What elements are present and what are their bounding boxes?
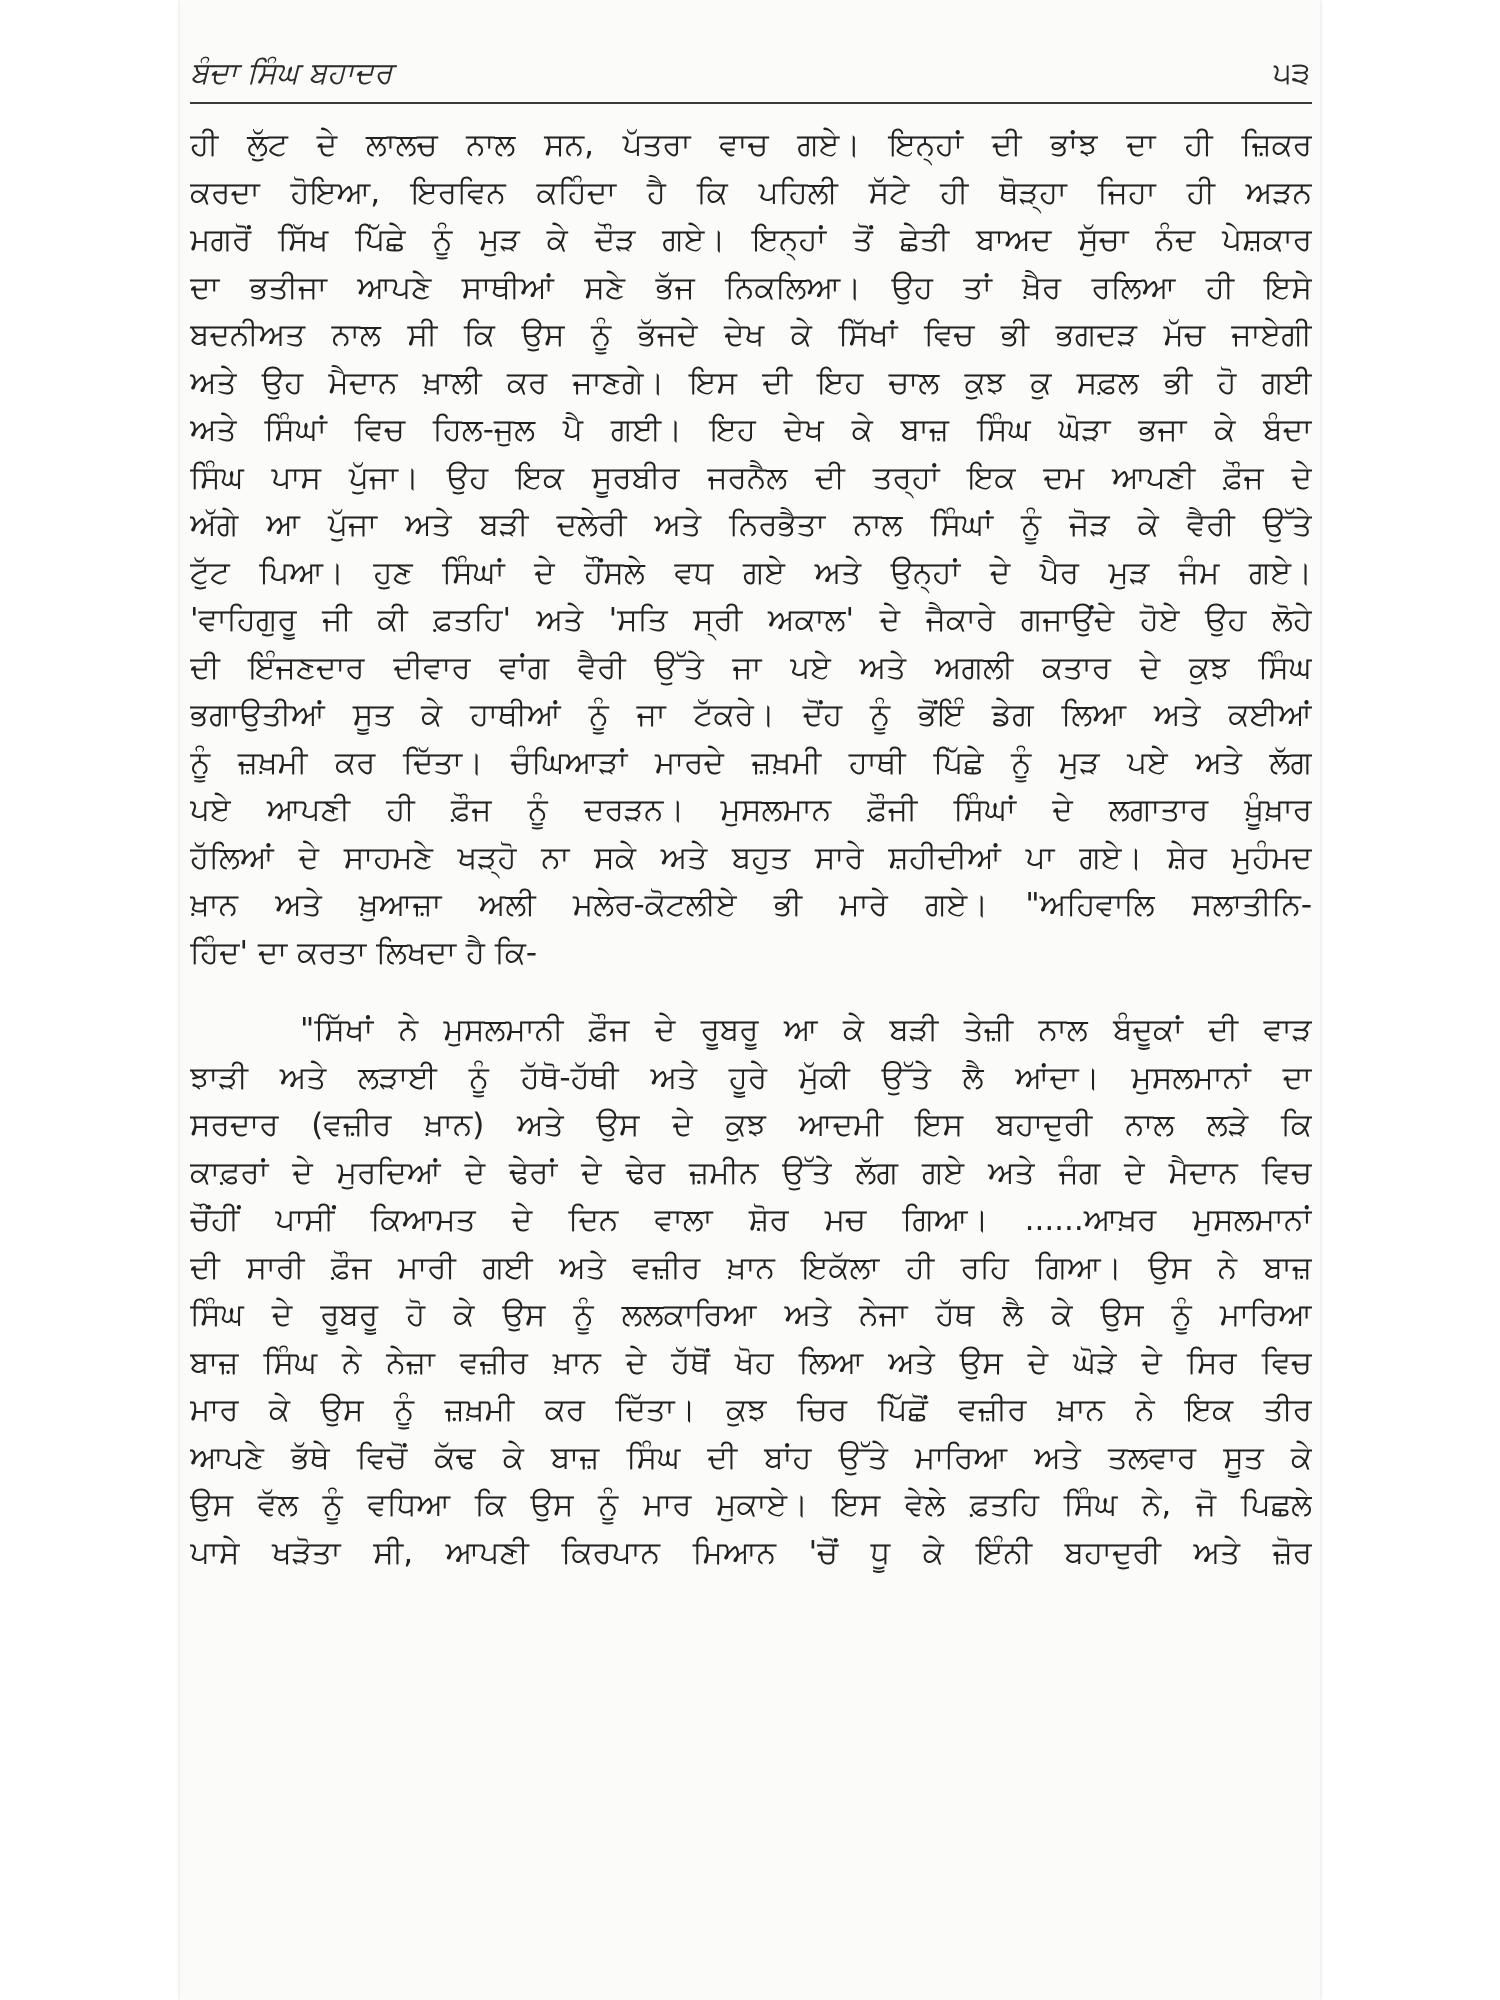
text-line: ਸਿੰਘ ਪਾਸ ਪੁੱਜਾ। ਉਹ ਇਕ ਸੂਰਬੀਰ ਜਰਨੈਲ ਦੀ ਤਰ੍ਹਾਂ ਇਕ ਦਮ ਆਪਣੀ ਫ਼ੌਜ ਦੇ: [190, 459, 1312, 496]
page-header: [190, 54, 1310, 102]
text-line: ਨੂੰ ਜ਼ਖ਼ਮੀ ਕਰ ਦਿੱਤਾ। ਚੰਘਿਆੜਾਂ ਮਾਰਦੇ ਜ਼ਖ਼ਮੀ ਹਾਥੀ ਪਿੱਛੇ ਨੂੰ ਮੁੜ ਪਏ ਅਤੇ ਲੱਗ: [190, 744, 1312, 781]
text-line: ਅੱਗੇ ਆ ਪੁੱਜਾ ਅਤੇ ਬੜੀ ਦਲੇਰੀ ਅਤੇ ਨਿਰਭੈਤਾ ਨਾਲ ਸਿੰਘਾਂ ਨੂੰ ਜੋੜ ਕੇ ਵੈਰੀ ਉੱਤੇ: [190, 507, 1312, 543]
text-line: ਆਪਣੇ ਭੱਥੇ ਵਿਚੋਂ ਕੱਢ ਕੇ ਬਾਜ਼ ਸਿੰਘ ਦੀ ਬਾਂਹ ਉੱਤੇ ਮਾਰਿਆ ਅਤੇ ਤਲਵਾਰ ਸੂਤ ਕੇ: [190, 1439, 1312, 1476]
paragraph-2-quote: [190, 1007, 1312, 1577]
text-line: ਕਾਫ਼ਰਾਂ ਦੇ ਮੁਰਦਿਆਂ ਦੇ ਢੇਰਾਂ ਦੇ ਢੇਰ ਜ਼ਮੀਨ ਉੱਤੇ ਲੱਗ ਗਏ ਅਤੇ ਜੰਗ ਦੇ ਮੈਦਾਨ ਵਿਚ: [190, 1154, 1312, 1191]
paragraph-gap: [190, 977, 1312, 1007]
text-line: "ਸਿੱਖਾਂ ਨੇ ਮੁਸਲਮਾਨੀ ਫ਼ੌਜ ਦੇ ਰੂਬਰੂ ਆ ਕੇ ਬੜੀ ਤੇਜ਼ੀ ਨਾਲ ਬੰਦੂਕਾਂ ਦੀ ਵਾੜ: [300, 1012, 1312, 1048]
text-line: ਅਤੇ ਸਿੰਘਾਂ ਵਿਚ ਹਿਲ-ਜੁਲ ਪੈ ਗਈ। ਇਹ ਦੇਖ ਕੇ ਬਾਜ਼ ਸਿੰਘ ਘੋੜਾ ਭਜਾ ਕੇ ਬੰਦਾ: [190, 412, 1312, 448]
text-line: ਕਰਦਾ ਹੋਇਆ, ਇਰਵਿਨ ਕਹਿੰਦਾ ਹੈ ਕਿ ਪਹਿਲੀ ਸੱਟੇ ਹੀ ਥੋੜ੍ਹਾ ਜਿਹਾ ਹੀ ਅੜਨ: [190, 174, 1312, 211]
text-line: ਉਸ ਵੱਲ ਨੂੰ ਵਧਿਆ ਕਿ ਉਸ ਨੂੰ ਮਾਰ ਮੁਕਾਏ। ਇਸ ਵੇਲੇ ਫ਼ਤਹਿ ਸਿੰਘ ਨੇ, ਜੋ ਪਿਛਲੇ: [190, 1487, 1312, 1523]
text-line: ਹਿੰਦ' ਦਾ ਕਰਤਾ ਲਿਖਦਾ ਹੈ ਕਿ-: [190, 934, 538, 971]
text-line: ਹੱਲਿਆਂ ਦੇ ਸਾਹਮਣੇ ਖੜ੍ਹੋ ਨਾ ਸਕੇ ਅਤੇ ਬਹੁਤ ਸਾਰੇ ਸ਼ਹੀਦੀਆਂ ਪਾ ਗਏ। ਸ਼ੇਰ ਮੁਹੰਮਦ: [190, 839, 1312, 876]
text-line: ਸਰਦਾਰ (ਵਜ਼ੀਰ ਖ਼ਾਨ) ਅਤੇ ਉਸ ਦੇ ਕੁਝ ਆਦਮੀ ਇਸ ਬਹਾਦੁਰੀ ਨਾਲ ਲੜੇ ਕਿ: [190, 1107, 1312, 1143]
text-line: ਖ਼ਾਨ ਅਤੇ ਖ਼ੁਆਜ਼ਾ ਅਲੀ ਮਲੇਰ-ਕੋਟਲੀਏ ਭੀ ਮਾਰੇ ਗਏ। "ਅਹਿਵਾਲਿ ਸਲਾਤੀਨਿ-: [190, 887, 1312, 923]
text-line: ਬਾਜ਼ ਸਿੰਘ ਨੇ ਨੇਜ਼ਾ ਵਜ਼ੀਰ ਖ਼ਾਨ ਦੇ ਹੱਥੋਂ ਖੋਹ ਲਿਆ ਅਤੇ ਉਸ ਦੇ ਘੋੜੇ ਦੇ ਸਿਰ ਵਿਚ: [190, 1344, 1312, 1381]
text-line: ਪਏ ਆਪਣੀ ਹੀ ਫ਼ੌਜ ਨੂੰ ਦਰੜਨ। ਮੁਸਲਮਾਨ ਫ਼ੌਜੀ ਸਿੰਘਾਂ ਦੇ ਲਗਾਤਾਰ ਖ਼ੂੰਖ਼ਾਰ: [190, 792, 1312, 828]
text-line: ਪਾਸੇ ਖੜੋਤਾ ਸੀ, ਆਪਣੀ ਕਿਰਪਾਨ ਮਿਆਨ 'ਚੋਂ ਧੂ ਕੇ ਇੰਨੀ ਬਹਾਦੁਰੀ ਅਤੇ ਜ਼ੋਰ: [190, 1534, 1312, 1571]
text-line: ਦਾ ਭਤੀਜਾ ਆਪਣੇ ਸਾਥੀਆਂ ਸਣੇ ਭੱਜ ਨਿਕਲਿਆ। ਉਹ ਤਾਂ ਖ਼ੈਰ ਰਲਿਆ ਹੀ ਇਸੇ: [190, 269, 1312, 306]
header-rule: [190, 102, 1312, 104]
page-number: ੫੩: [1273, 56, 1310, 91]
text-line: ਝਾੜੀ ਅਤੇ ਲੜਾਈ ਨੂੰ ਹੱਥੋ-ਹੱਥੀ ਅਤੇ ਹੂਰੇ ਮੁੱਕੀ ਉੱਤੇ ਲੈ ਆਂਦਾ। ਮੁਸਲਮਾਨਾਂ ਦਾ: [190, 1059, 1312, 1096]
text-line: ਮਾਰ ਕੇ ਉਸ ਨੂੰ ਜ਼ਖ਼ਮੀ ਕਰ ਦਿੱਤਾ। ਕੁਝ ਚਿਰ ਪਿੱਛੋਂ ਵਜ਼ੀਰ ਖ਼ਾਨ ਨੇ ਇਕ ਤੀਰ: [190, 1392, 1312, 1428]
text-line: ਅਤੇ ਉਹ ਮੈਦਾਨ ਖ਼ਾਲੀ ਕਰ ਜਾਣਗੇ। ਇਸ ਦੀ ਇਹ ਚਾਲ ਕੁਝ ਕੁ ਸਫ਼ਲ ਭੀ ਹੋ ਗਈ: [190, 364, 1312, 401]
paragraph-1: [190, 122, 1312, 977]
text-line: ਬਦਨੀਅਤ ਨਾਲ ਸੀ ਕਿ ਉਸ ਨੂੰ ਭੱਜਦੇ ਦੇਖ ਕੇ ਸਿੱਖਾਂ ਵਿਚ ਭੀ ਭਗਦੜ ਮੱਚ ਜਾਏਗੀ: [190, 317, 1312, 353]
text-line: ਟੁੱਟ ਪਿਆ। ਹੁਣ ਸਿੰਘਾਂ ਦੇ ਹੌਂਸਲੇ ਵਧ ਗਏ ਅਤੇ ਉਨ੍ਹਾਂ ਦੇ ਪੈਰ ਮੁੜ ਜੰਮ ਗਏ।: [190, 554, 1312, 591]
body-text: [190, 122, 1312, 1577]
text-line: ਦੀ ਸਾਰੀ ਫ਼ੌਜ ਮਾਰੀ ਗਈ ਅਤੇ ਵਜ਼ੀਰ ਖ਼ਾਨ ਇਕੱਲਾ ਹੀ ਰਹਿ ਗਿਆ। ਉਸ ਨੇ ਬਾਜ਼: [190, 1249, 1312, 1286]
text-line: 'ਵਾਹਿਗੁਰੂ ਜੀ ਕੀ ਫ਼ਤਹਿ' ਅਤੇ 'ਸਤਿ ਸ੍ਰੀ ਅਕਾਲ' ਦੇ ਜੈਕਾਰੇ ਗਜਾਉਂਦੇ ਹੋਏ ਉਹ ਲੋਹੇ: [190, 602, 1312, 638]
text-line: ਸਿੰਘ ਦੇ ਰੂਬਰੂ ਹੋ ਕੇ ਉਸ ਨੂੰ ਲਲਕਾਰਿਆ ਅਤੇ ਨੇਜਾ ਹੱਥ ਲੈ ਕੇ ਉਸ ਨੂੰ ਮਾਰਿਆ: [190, 1297, 1312, 1333]
text-line: ਭਗਾਉਤੀਆਂ ਸੂਤ ਕੇ ਹਾਥੀਆਂ ਨੂੰ ਜਾ ਟੱਕਰੇ। ਦੋਂਹ ਨੂੰ ਭੋਂਇੰ ਡੇਗ ਲਿਆ ਅਤੇ ਕਈਆਂ: [190, 697, 1312, 733]
text-line: ਦੀ ਇੰਜਣਦਾਰ ਦੀਵਾਰ ਵਾਂਗ ਵੈਰੀ ਉੱਤੇ ਜਾ ਪਏ ਅਤੇ ਅਗਲੀ ਕਤਾਰ ਦੇ ਕੁਝ ਸਿੰਘ: [190, 649, 1312, 686]
text-line: ਮਗਰੋਂ ਸਿੱਖ ਪਿੱਛੇ ਨੂੰ ਮੁੜ ਕੇ ਦੌੜ ਗਏ। ਇਨ੍ਹਾਂ ਤੋਂ ਛੇਤੀ ਬਾਅਦ ਸੁੱਚਾ ਨੰਦ ਪੇਸ਼ਕਾਰ: [190, 222, 1312, 258]
text-line: ਹੀ ਲੁੱਟ ਦੇ ਲਾਲਚ ਨਾਲ ਸਨ, ਪੱਤਰਾ ਵਾਚ ਗਏ। ਇਨ੍ਹਾਂ ਦੀ ਭਾਂਝ ਦਾ ਹੀ ਜ਼ਿਕਰ: [190, 127, 1312, 163]
running-head: ਬੰਦਾ ਸਿੰਘ ਬਹਾਦਰ: [190, 56, 393, 91]
text-line: ਚੌਂਹੀਂ ਪਾਸੀਂ ਕਿਆਮਤ ਦੇ ਦਿਨ ਵਾਲਾ ਸ਼ੋਰ ਮਚ ਗਿਆ। ......ਆਖ਼ਰ ਮੁਸਲਮਾਨਾਂ: [190, 1202, 1312, 1238]
